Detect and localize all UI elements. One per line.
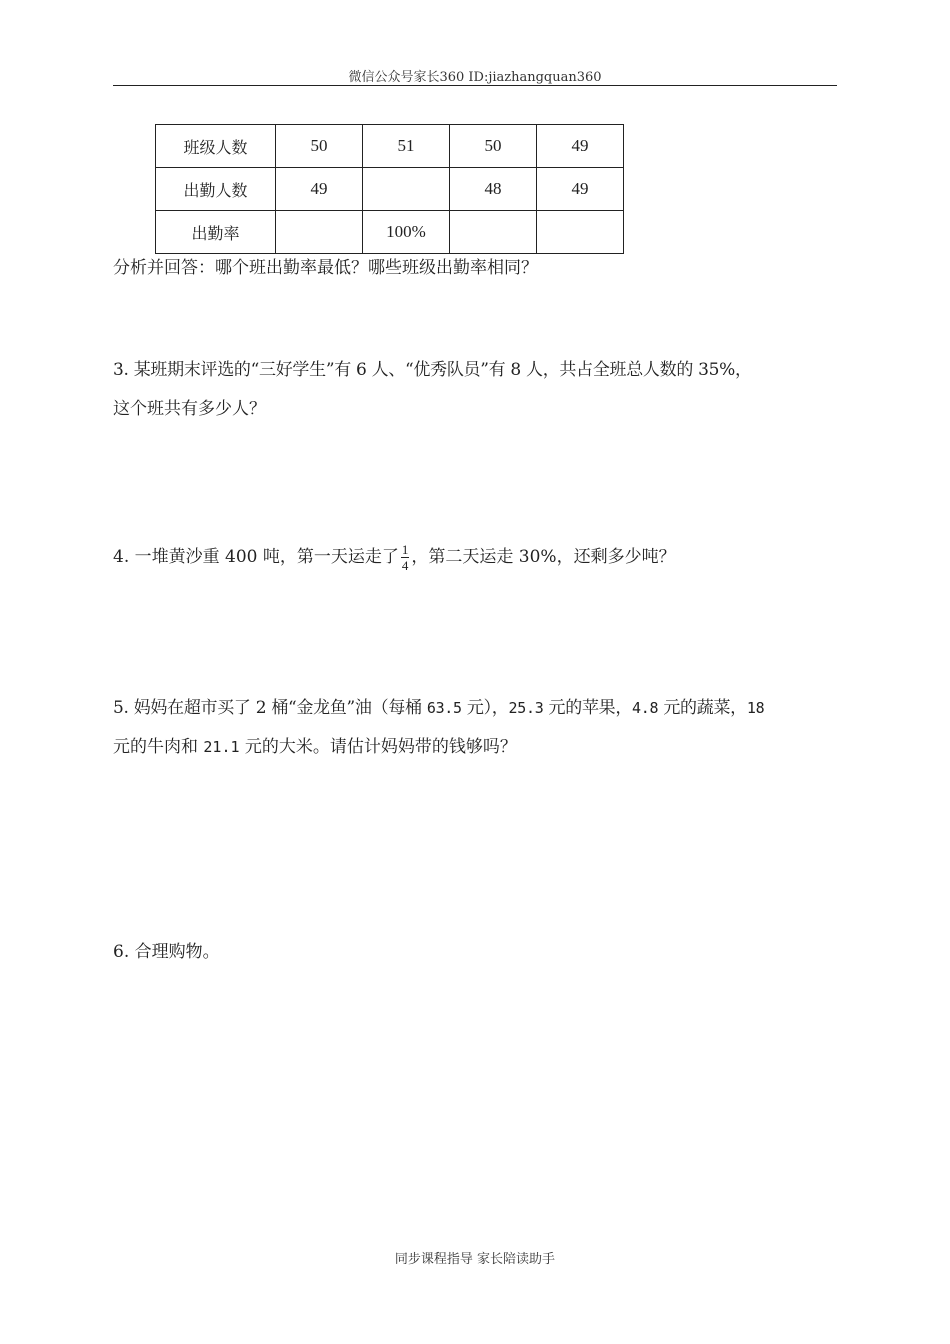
table-row: [156, 168, 624, 211]
table-cell: [450, 211, 537, 254]
question-5-text-4: 元的蔬菜，: [658, 698, 747, 718]
fraction-numerator: 1: [401, 542, 409, 557]
fraction-denominator: 4: [401, 558, 409, 573]
row-label-attendance: 出勤人数: [156, 168, 276, 211]
attendance-table: [155, 124, 624, 254]
fraction-one-quarter: [401, 542, 410, 573]
table-cell: [363, 168, 450, 211]
table-cell: 50: [450, 125, 537, 168]
page-footer: 同步课程指导 家长陪读助手: [394, 1252, 556, 1267]
header-divider: [113, 85, 837, 86]
price-beef-part: 18: [746, 699, 765, 717]
question-5-text-2: 元），: [461, 698, 509, 718]
table-row: [156, 125, 624, 168]
question-5-text-5: 元的牛肉和: [113, 737, 204, 757]
question-4-before: 4. 一堆黄沙重 400 吨，第一天运走了: [113, 547, 399, 567]
question-5-text-1: 5. 妈妈在超市买了 2 桶“金龙鱼”油（每桶: [113, 698, 427, 718]
table-cell: 100%: [363, 211, 450, 254]
price-apple: 25.3: [508, 699, 544, 717]
question-3-line-1: 3. 某班期末评选的“三好学生”有 6 人、“优秀队员”有 8 人，共占全班总人数的 35%，: [113, 360, 752, 380]
price-oil: 63.5: [426, 699, 462, 717]
table-cell: [276, 211, 363, 254]
question-5-text-6: 元的大米。请估计妈妈带的钱够吗？: [239, 737, 517, 757]
table-row: [156, 211, 624, 254]
question-4: [113, 542, 676, 573]
row-label-class-size: 班级人数: [156, 125, 276, 168]
row-label-attendance-rate: 出勤率: [156, 211, 276, 254]
question-3-line-2: 这个班共有多少人？: [113, 399, 266, 419]
page-header: 微信公众号家长360 ID:jiazhangquan360: [348, 70, 602, 85]
question-2-followup: 分析并回答：哪个班出勤率最低？哪些班级出勤率相同？: [113, 258, 538, 278]
table-cell: 50: [276, 125, 363, 168]
question-5-text-3: 元的苹果，: [543, 698, 633, 718]
table-cell: 49: [537, 125, 624, 168]
table-cell: [537, 211, 624, 254]
table-cell: 49: [276, 168, 363, 211]
question-4-after: ，第二天运走 30%，还剩多少吨？: [411, 547, 676, 567]
table-cell: 49: [537, 168, 624, 211]
question-5-line-1: [113, 696, 764, 720]
question-6: 6. 合理购物。: [113, 942, 220, 962]
price-rice: 21.1: [203, 738, 240, 756]
table-cell: 51: [363, 125, 450, 168]
price-vegetable: 4.8: [632, 699, 659, 717]
table-cell: 48: [450, 168, 537, 211]
question-5-line-2: [113, 735, 517, 759]
